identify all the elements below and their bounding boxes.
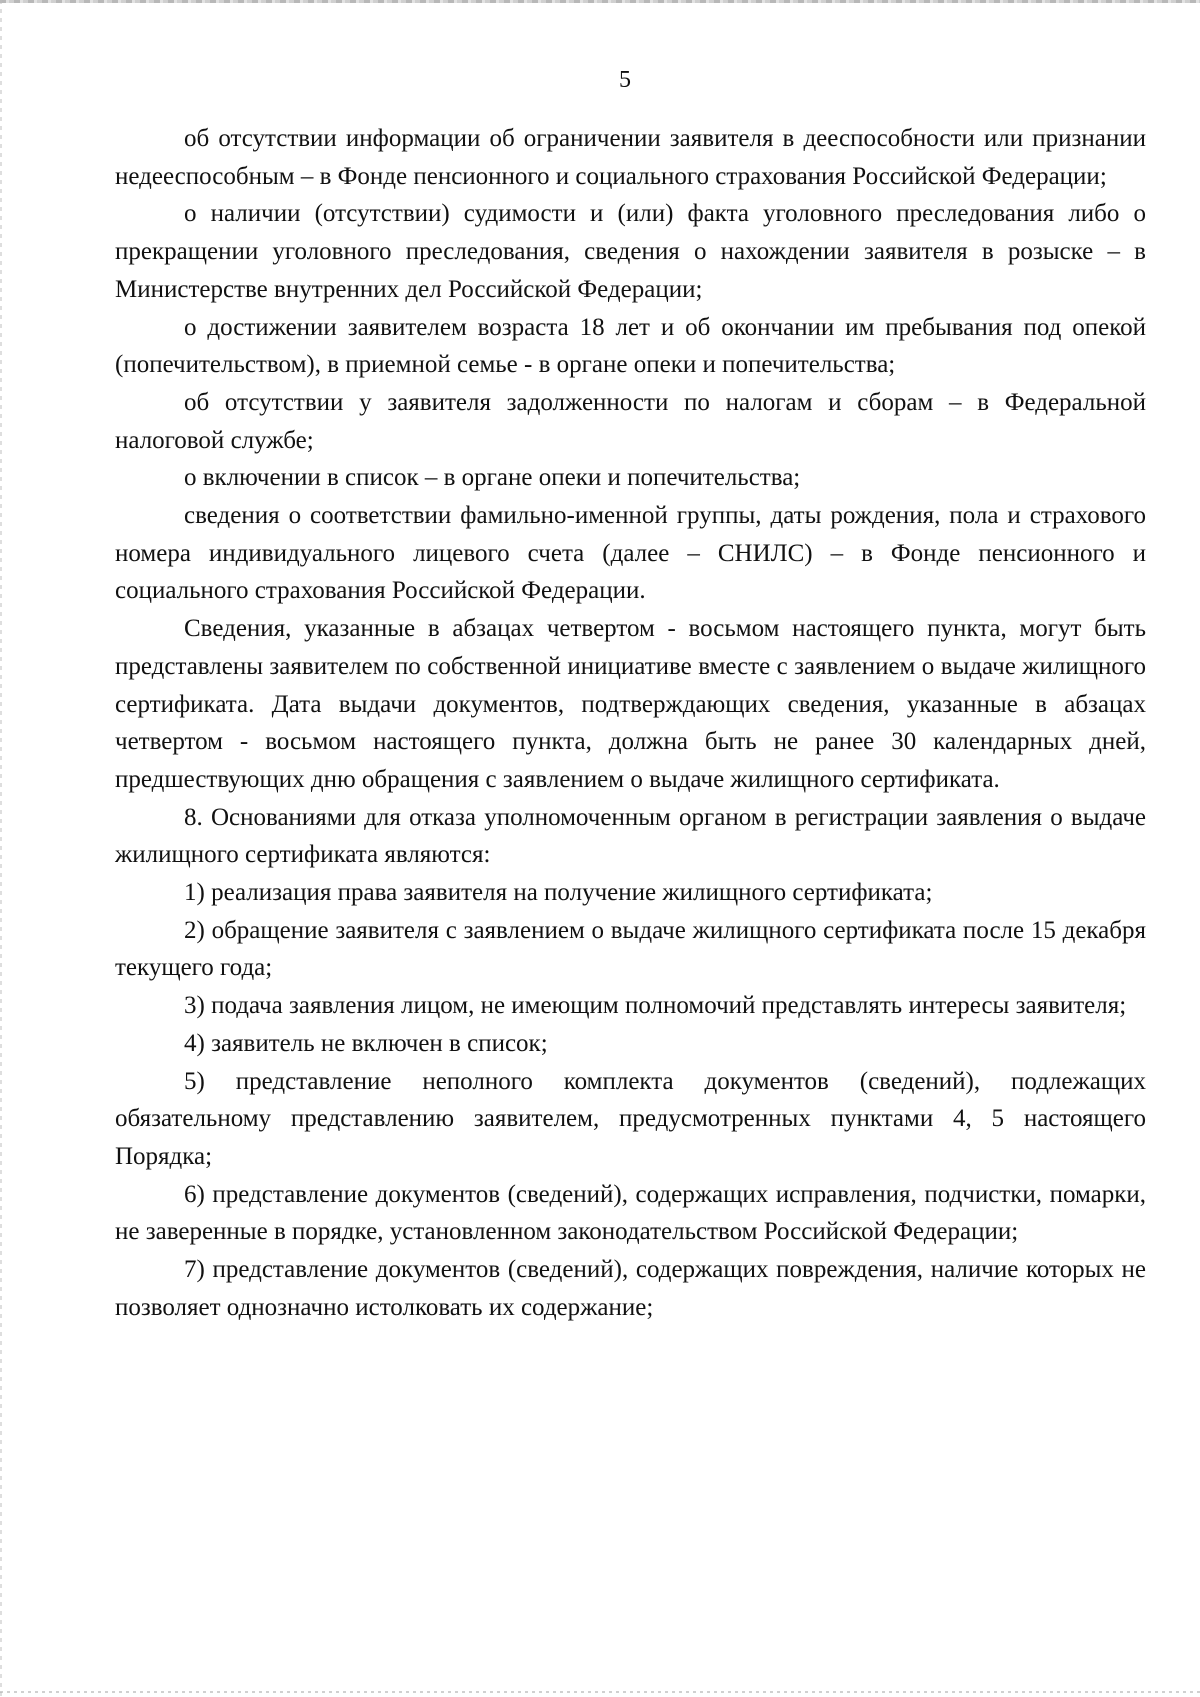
page-number: 5	[619, 67, 631, 93]
list-item-5: 5) представление неполного комплекта документов (сведений), подлежащих обязательному представлению заявителем, предусмотренных пунктами 4, 5 настоящего Порядка;	[115, 1067, 1146, 1170]
scan-edge-top	[0, 0, 1200, 3]
scan-edge-bottom	[0, 1691, 1200, 1693]
paragraph-refusal-grounds: 8. Основаниями для отказа уполномоченным органом в регистрации заявления о выдаче жилищного сертификата являются:	[115, 803, 1146, 869]
paragraph-tax-debt: об отсутствии у заявителя задолженности по налогам и сборам – в Федеральной налоговой службе;	[115, 388, 1146, 454]
list-item-1: 1) реализация права заявителя на получение жилищного сертификата;	[184, 879, 933, 907]
paragraph-criminal-record: о наличии (отсутствии) судимости и (или) факта уголовного преследования либо о прекращении уголовного преследования, сведения о нахождении заявителя в розыске – в Министерстве внутренних дел Российской Федерации;	[115, 200, 1146, 303]
list-item-2: 2) обращение заявителя с заявлением о выдаче жилищного сертификата после 15 декабря текущего года;	[115, 916, 1146, 982]
list-item-6: 6) представление документов (сведений), содержащих исправления, подчистки, помарки, не заверенные в порядке, установленном законодательством Российской Федерации;	[115, 1180, 1146, 1246]
paragraph-list-inclusion: о включении в список – в органе опеки и попечительства;	[184, 464, 801, 492]
paragraph-own-initiative: Сведения, указанные в абзацах четвертом - восьмом настоящего пункта, могут быть представлены заявителем по собственной инициативе вместе с заявлением о выдаче жилищного сертификата. Дата выдачи документов, подтверждающих сведения, указанные в абзацах четвертом - восьмом настоящего пункта, должна быть не ранее 30 календарных дней, предшествующих дню обращения с заявлением о выдаче жилищного сертификата.	[115, 615, 1146, 793]
paragraph-snils-info: сведения о соответствии фамильно-именной группы, даты рождения, пола и страхового номера индивидуального лицевого счета (далее – СНИЛС) – в Фонде пенсионного и социального страхования Российской Федерации.	[115, 502, 1146, 605]
paragraph-age-guardianship: о достижении заявителем возраста 18 лет и об окончании им пребывания под опекой (попечительством), в приемной семье - в органе опеки и попечительства;	[115, 313, 1146, 379]
list-item-3: 3) подача заявления лицом, не имеющим полномочий представлять интересы заявителя;	[184, 992, 1127, 1020]
document-body	[115, 120, 1146, 1327]
scan-edge-left	[0, 0, 2, 1697]
list-item-7: 7) представление документов (сведений), содержащих повреждения, наличие которых не позволяет однозначно истолковать их содержание;	[115, 1256, 1146, 1321]
list-item-4: 4) заявитель не включен в список;	[184, 1029, 548, 1057]
paragraph-incapacity-info: об отсутствии информации об ограничении заявителя в дееспособности или признании недееспособным – в Фонде пенсионного и социального страхования Российской Федерации;	[115, 125, 1146, 190]
